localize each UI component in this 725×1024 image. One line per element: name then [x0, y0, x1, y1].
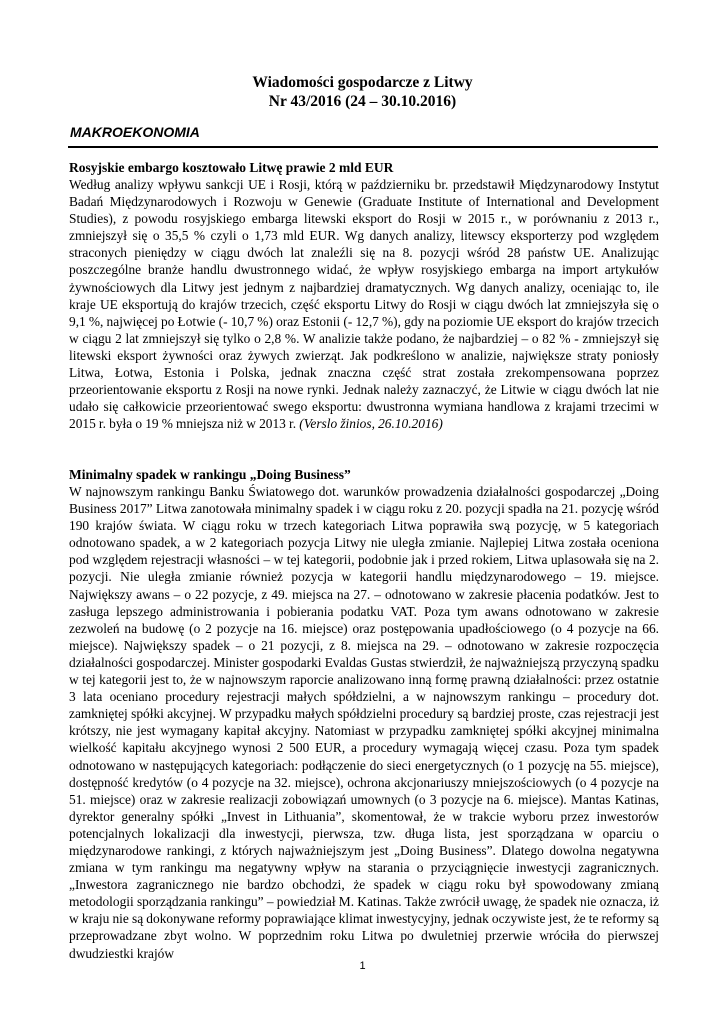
article-heading: Minimalny spadek w rankingu „Doing Business” — [69, 467, 351, 482]
article-source: (Verslo žinios, 26.10.2016) — [299, 416, 443, 432]
section-heading: MAKROEKONOMIA — [70, 124, 200, 140]
article-heading: Rosyjskie embargo kosztowało Litwę prawie 2 mld EUR — [69, 160, 394, 175]
document-title: Wiadomości gospodarcze z Litwy — [252, 74, 473, 91]
page-number: 1 — [359, 960, 366, 972]
issue-number: Nr 43/2016 (24 – 30.10.2016) — [268, 93, 457, 110]
article-doing-business — [69, 466, 659, 962]
article-text: Według analizy wpływu sankcji UE i Rosji, którą w październiku br. przedstawił Międzynarodowy Instytut Badań Międzynarodowych i Rozwoju w Genewie (Graduate Institute of International and Development Studies), z powodu rosyjskiego embarga litewski eksport do Rosji w 2015 r., w porównaniu z 2013 r., zmniejszył się o 35,5 % czyli o 1,73 mld EUR. Wg danych analizy, litewscy eksporterzy pod względem straconych pieniędzy w ciągu dwóch lat znaleźli się na 8. pozycji wśród 28 państw UE. Analizując poszczególne branże handlu dwustronnego widać, że wpływ rosyjskiego embarga na import artykułów żywnościowych dla Litwy jest jednym z najbardziej dramatycznych. Wg danych analizy, oceniając to, ile kraje UE eksportują do krajów trzecich, część eksportu Litwy do Rosji w ciągu dwóch lat zmniejszyła się o 9,1 %, najwięcej po Łotwie (- 10,7 %) oraz Estonii (- 12,7 %), gdy na poziomie UE eksport do krajów trzecich w ciągu 2 lat zmniejszył się tylko o 2,8 %. W analizie także podano, że najbardziej – o 82 % - zmniejszył się litewski eksport żywności oraz żywych zwierząt. Jak podkreślono w analizie, największe straty poniosły Litwa, Łotwa, Estonia i Polska, jednak znaczna część strat została zrekompensowana poprzez przeorientowanie eksportu z Rosji na nowe rynki. Jednak należy zaznaczyć, że Litwie w ciągu dwóch lat nie udało się całkowicie przeorientować swego eksportu: dwustronna wymiana handlowa z krajami trzecimi w 2015 r. była o 19 % mniejsza niż w 2013 r. — [69, 177, 659, 432]
section-divider — [68, 146, 658, 148]
article-body: W najnowszym rankingu Banku Światowego dot. warunków prowadzenia działalności gospodarczej „Doing Business 2017” Litwa zanotowała minimalny spadek i w ciągu roku z 20. pozycji spadła na 21. pozycję wśród 190 krajów świata. W ciągu roku w trzech kategoriach Litwa poprawiła swą pozycję, w 5 kategoriach odnotowano spadek, a w 2 kategoriach pozycja Litwy nie uległa zmianie. Najlepiej Litwa została oceniona pod względem rejestracji własności – w tej kategorii, podobnie jak i przed rokiem, Litwa uplasowała się na 2. pozycji. Nie uległa zmianie również pozycja w kategorii handlu międzynarodowego – 19. miejsce. Największy awans – o 22 pozycje, z 49. miejsca na 27. – odnotowano w zakresie płacenia podatków. Jest to zasługa lepszego administrowania i pobierania podatku VAT. Poza tym awans odnotowano w zakresie zezwoleń na budowę (o 2 pozycje na 16. miejsce) oraz postępowania upadłościowego (o 4 pozycje na 66. miejsce). Największy spadek – o 21 pozycji, z 8. miejsca na 29. – odnotowano w zakresie rozpoczęcia działalności gospodarczej. Minister gospodarki Evaldas Gustas stwierdził, że najważniejszą przyczyną spadku w tej kategorii jest to, że w najnowszym raporcie analizowano inną formę prawną działalności: przez ostatnie 3 lata oceniano procedury rejestracji małych spółdzielni, a w najnowszym rankingu – procedury dot. zamkniętej spółki akcyjnej. W przypadku małych spółdzielni procedury są bardziej proste, czas rejestracji jest krótszy, nie jest wymagany kapitał akcyjny. Natomiast w przypadku zamkniętej spółki akcyjnej minimalna wielkość kapitału akcyjnego wynosi 2 500 EUR, a procedury wymagają więcej czasu. Poza tym spadek odnotowano w następujących kategoriach: podłączenie do sieci energetycznych (o 1 pozycję na 55. miejsce), dostępność kredytów (o 4 pozycje na 32. miejsce), ochrona akcjonariuszy mniejszościowych (o 4 pozycje na 51. miejsce) oraz w zakresie realizacji zobowiązań umownych (o 3 pozycje na 6. miejsce). Mantas Katinas, dyrektor generalny spółki „Invest in Lithuania”, skomentował, że w trakcie wyboru przez inwestorów potencjalnych lokalizacji dla inwestycji, pierwsza, tzw. długa lista, jest sporządzana w oparciu o międzynarodowe rankingi, z których najważniejszym jest „Doing Business”. Dlatego dowolna negatywna zmiana w tym rankingu ma negatywny wpływ na starania o przyciągnięcie inwestycji zagranicznych. „Inwestora zagranicznego nie bardzo obchodzi, że spadek w ciągu roku był spowodowany zmianą metodologii sporządzania rankingu” – powiedział M. Katinas. Także zwrócił uwagę, że spadek nie oznacza, iż w kraju nie są dokonywane reformy poprawiające klimat inwestycyjny, jednak oczywiste jest, że te reformy są przeprowadzane zbyt wolno. W poprzednim roku Litwa po dwuletniej przerwie wróciła do pierwszej dwudziestki krajów — [69, 484, 659, 961]
article-body — [69, 176, 659, 432]
article-embargo — [69, 159, 659, 432]
